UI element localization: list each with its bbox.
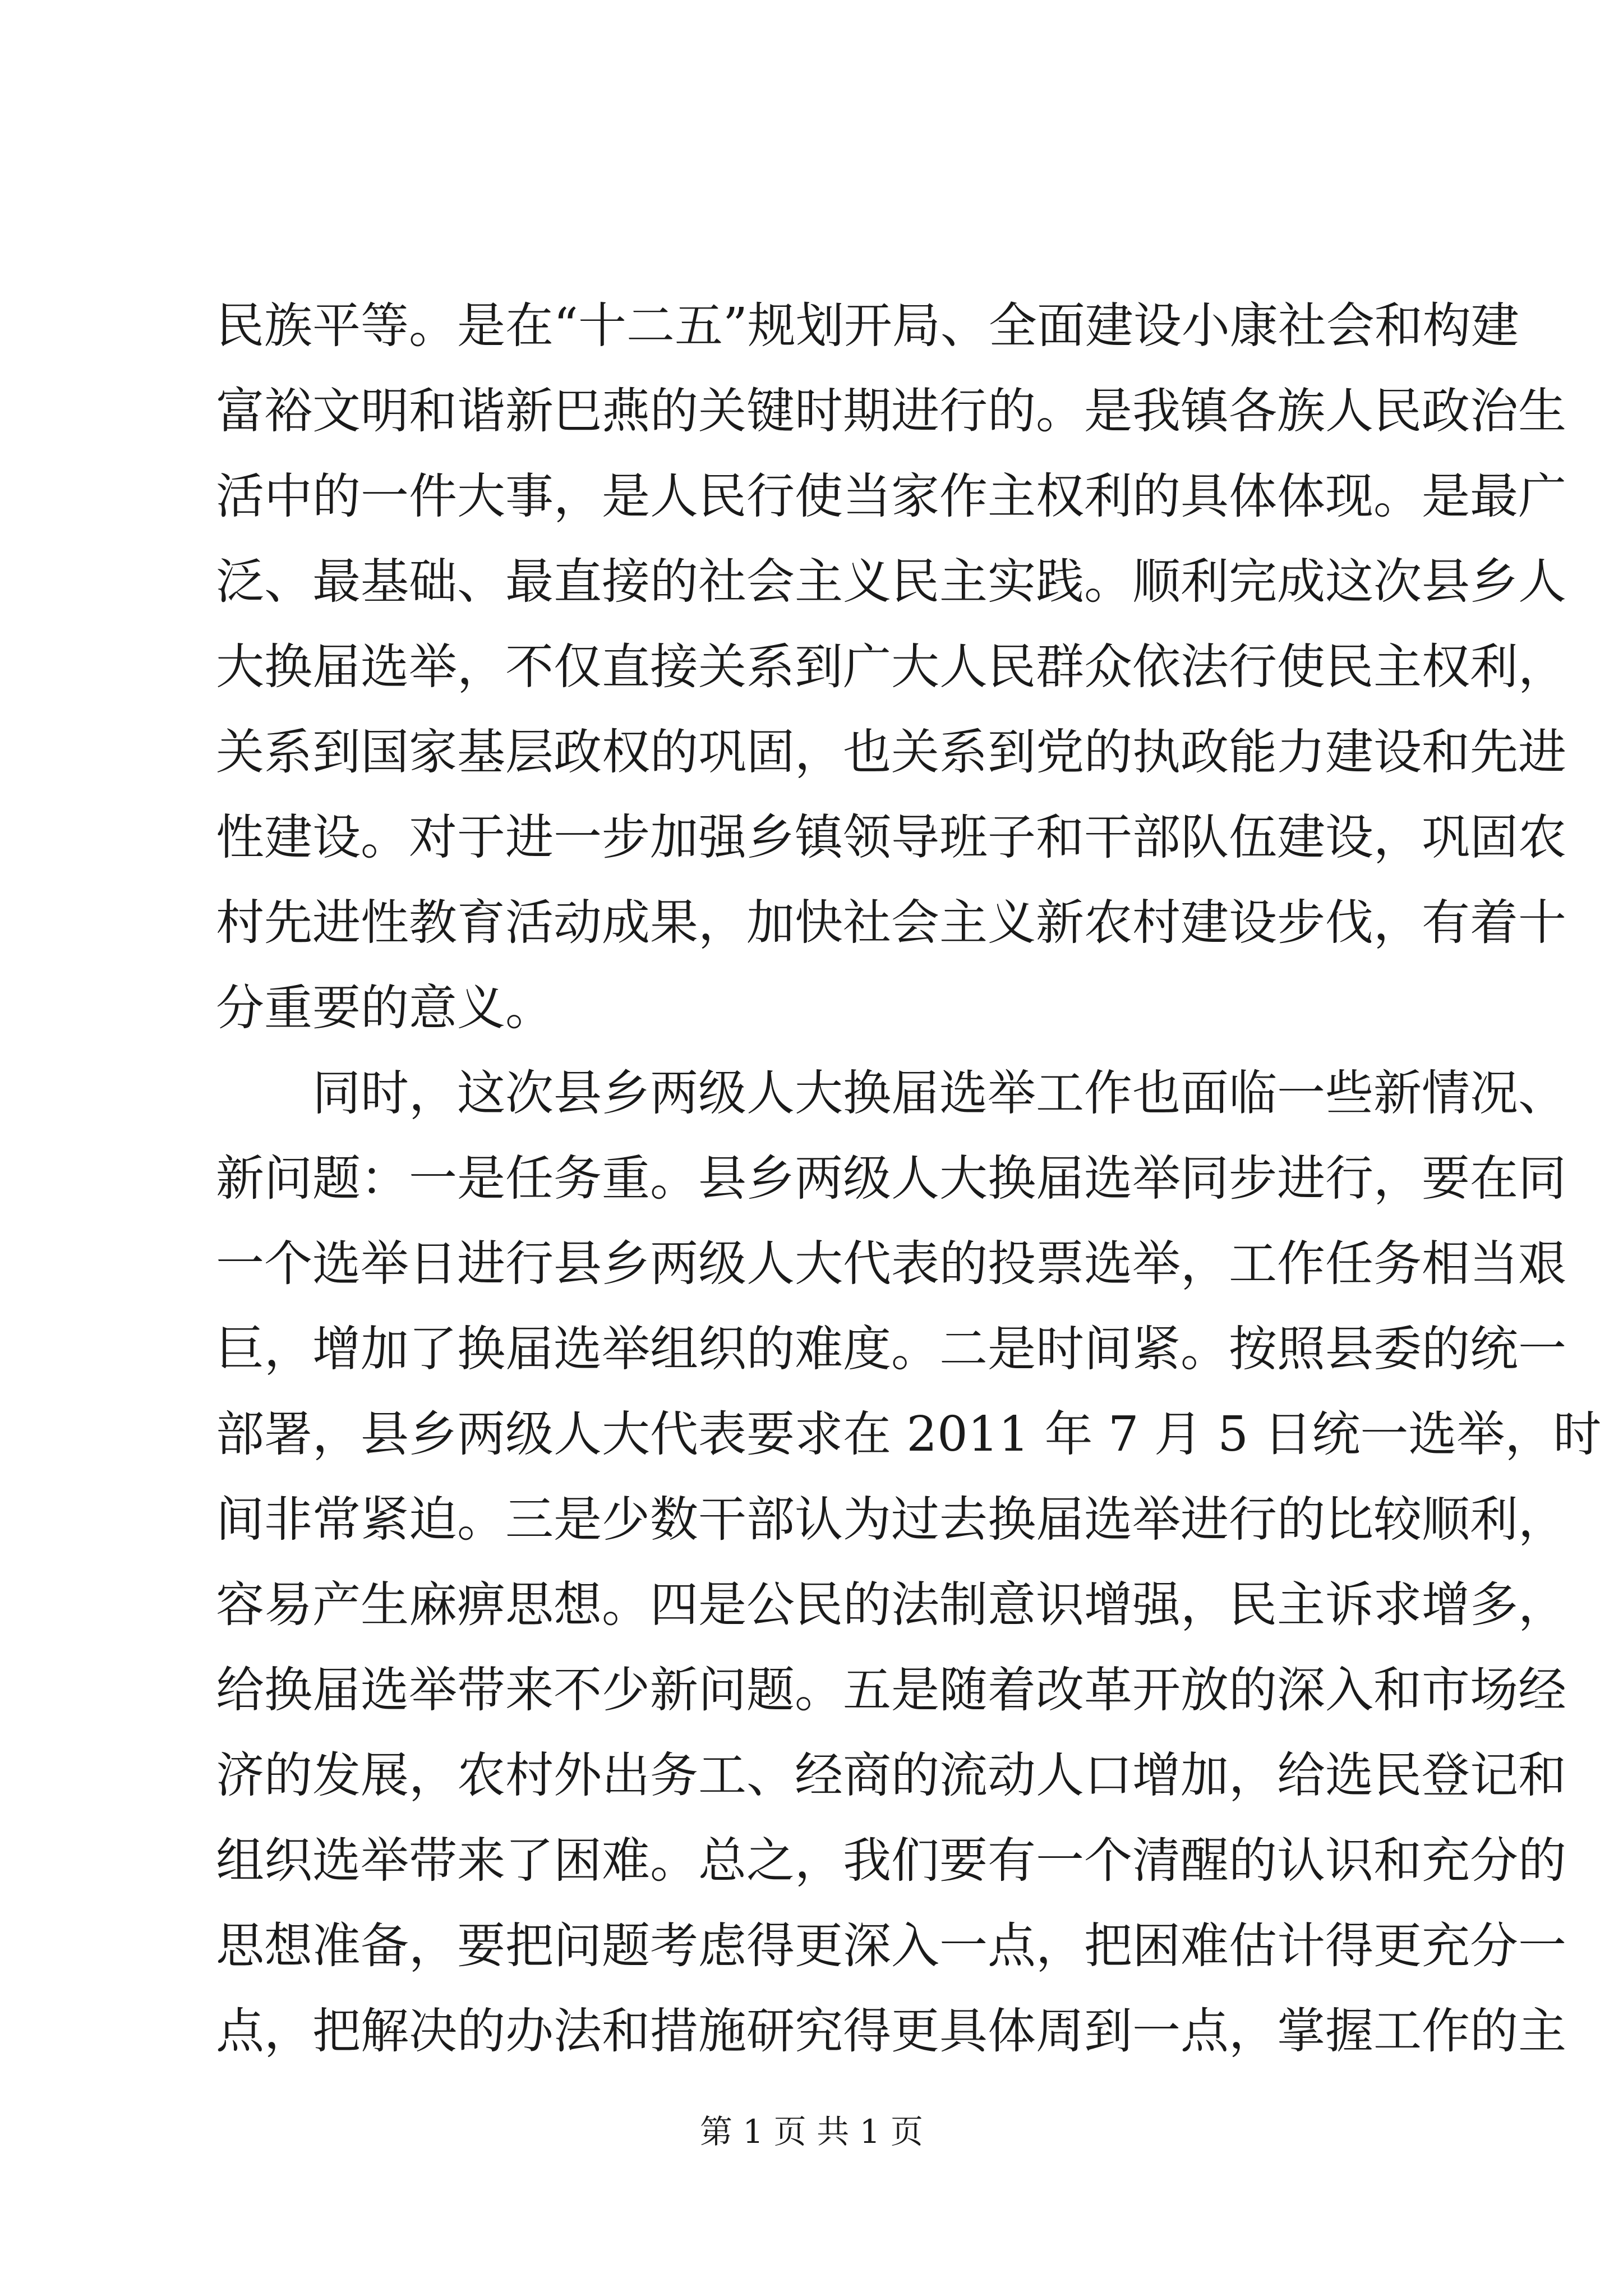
paragraph-1 (216, 283, 1566, 1051)
text-line: 泛、最基础、最直接的社会主义民主实践。顺利完成这次县乡人 (216, 554, 1566, 610)
text-line: 同时，这次县乡两级人大换届选举工作也面临一些新情况、 (312, 1065, 1566, 1121)
text-line: 分重要的意义。 (216, 980, 554, 1036)
text-line: 间非常紧迫。三是少数干部认为过去换届选举进行的比较顺利， (216, 1492, 1566, 1548)
text-line: 济的发展，农村外出务工、经商的流动人口增加，给选民登记和 (216, 1747, 1566, 1803)
text-line: 大换届选举，不仅直接关系到广大人民群众依法行使民主权利， (216, 639, 1566, 695)
text-line: 组织选举带来了困难。总之，我们要有一个清醒的认识和充分的 (216, 1833, 1566, 1889)
text-line: 容易产生麻痹思想。四是公民的法制意识增强，民主诉求增多， (216, 1577, 1566, 1633)
text-line: 民族平等。是在“十二五”规划开局、全面建设小康社会和构建 (216, 298, 1519, 354)
text-line: 点，把解决的办法和措施研究得更具体周到一点，掌握工作的主 (216, 2003, 1566, 2059)
text-line: 部署，县乡两级人大代表要求在 2011 年 7 月 5 日统一选举，时 (216, 1406, 1602, 1462)
text-line: 关系到国家基层政权的巩固，也关系到党的执政能力建设和先进 (216, 724, 1566, 780)
text-line: 富裕文明和谐新巴燕的关键时期进行的。是我镇各族人民政治生 (216, 383, 1566, 439)
page-footer (0, 2112, 1623, 2151)
text-line: 巨，增加了换届选举组织的难度。二是时间紧。按照县委的统一 (216, 1321, 1566, 1377)
text-line: 活中的一件大事，是人民行使当家作主权利的具体体现。是最广 (216, 468, 1566, 524)
text-line: 村先进性教育活动成果，加快社会主义新农村建设步伐，有着十 (216, 895, 1566, 951)
document-body (216, 283, 1602, 2074)
text-line: 性建设。对于进一步加强乡镇领导班子和干部队伍建设，巩固农 (216, 809, 1566, 866)
text-line: 新问题：一是任务重。县乡两级人大换届选举同步进行，要在同 (216, 1151, 1566, 1207)
paragraph-2 (216, 1051, 1602, 2074)
text-line: 思想准备，要把问题考虑得更深入一点，把困难估计得更充分一 (216, 1918, 1566, 1974)
page-number-label: 第 1 页 共 1 页 (700, 2113, 923, 2151)
text-line: 一个选举日进行县乡两级人大代表的投票选举，工作任务相当艰 (216, 1236, 1566, 1292)
text-line: 给换届选举带来不少新问题。五是随着改革开放的深入和市场经 (216, 1662, 1566, 1718)
